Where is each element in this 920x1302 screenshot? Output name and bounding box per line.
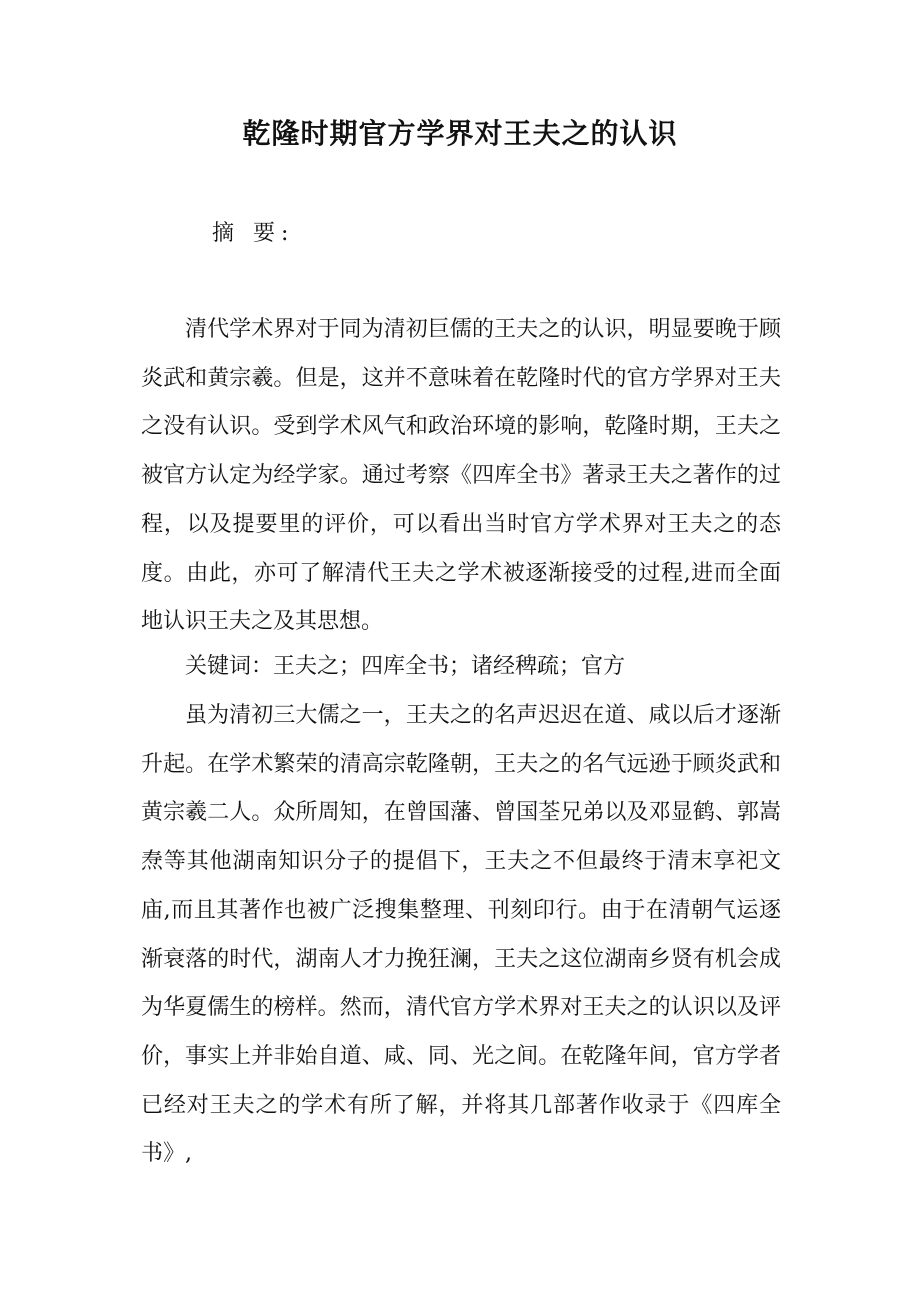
keywords-section (141, 643, 781, 692)
abstract-section (141, 306, 781, 647)
keywords-line: 关键词：王夫之；四库全书；诸经稗疏；官方 (185, 654, 626, 679)
body-paragraph: 虽为清初三大儒之一，王夫之的名声迟迟在道、咸以后才逐渐升起。在学术繁荣的清高宗乾隆朝，王夫之的名气远逊于顾炎武和黄宗羲二人。众所周知，在曾国藩、曾国荃兄弟以及邓显鹤、郭嵩焘等其他湖南知识分子的提倡下，王夫之不但最终于清末享祀文庙,而且其著作也被广泛搜集整理、刊刻印行。由于在清朝气运逐渐衰落的时代，湖南人才力挽狂澜，王夫之这位湖南乡贤有机会成为华夏儒生的榜样。然而，清代官方学术界对王夫之的认识以及评价，事实上并非始自道、咸、同、光之间。在乾隆年间，官方学者已经对王夫之的学术有所了解，并将其几部著作收录于《四库全书》, (141, 703, 781, 1167)
page-title: 乾隆时期官方学界对王夫之的认识 (242, 117, 678, 150)
main-text-section (141, 692, 781, 1179)
abstract-paragraph: 清代学术界对于同为清初巨儒的王夫之的认识，明显要晚于顾炎武和黄宗羲。但是，这并不意味着在乾隆时代的官方学界对王夫之没有认识。受到学术风气和政治环境的影响，乾隆时期，王夫之被官方认定为经学家。通过考察《四库全书》著录王夫之著作的过程，以及提要里的评价，可以看出当时官方学术界对王夫之的态度。由此，亦可了解清代王夫之学术被逐渐接受的过程,进而全面地认识王夫之及其思想。 (141, 317, 781, 635)
abstract-label: 摘 要: (212, 221, 295, 246)
